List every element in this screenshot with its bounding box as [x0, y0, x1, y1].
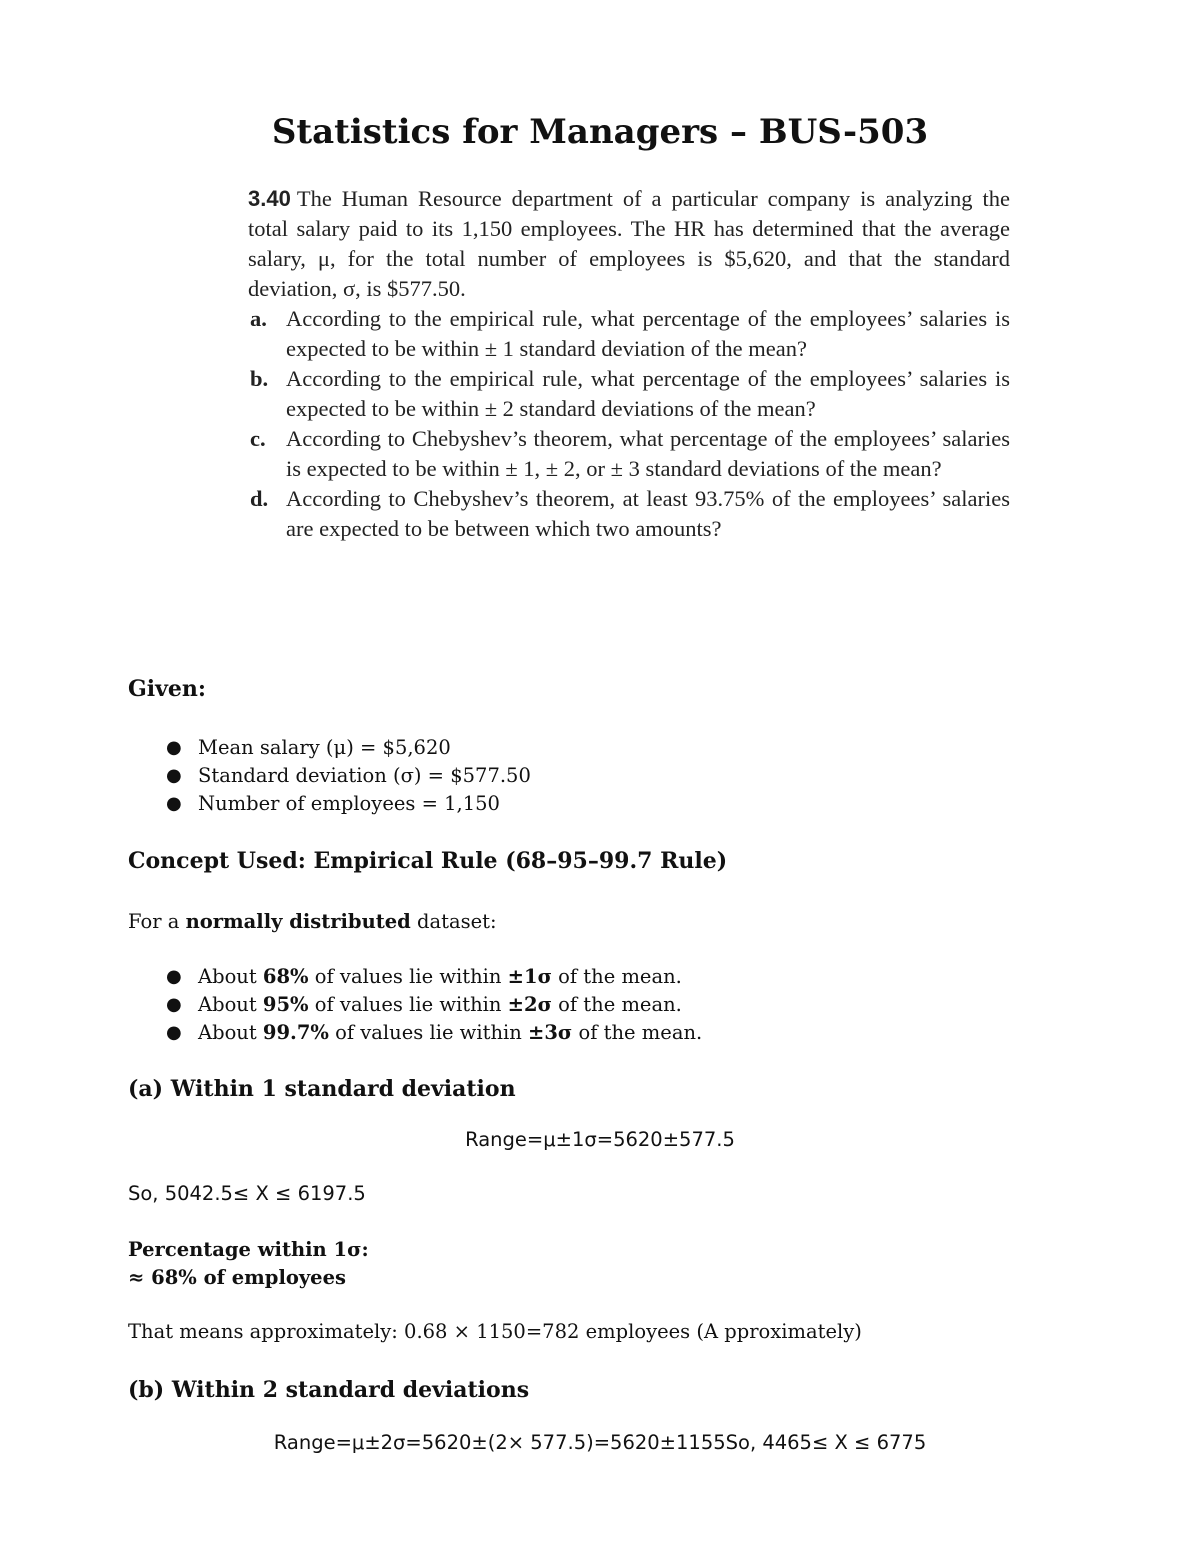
- part-text: According to Chebyshev’s theorem, at least 93.75% of the employees’ salaries are expected to be between which two amounts?: [286, 486, 1010, 541]
- list-item: ● About 99.7% of values lie within ±3σ of the mean.: [128, 1019, 702, 1047]
- part-b-heading: (b) Within 2 standard deviations: [128, 1377, 530, 1403]
- bullet-icon: ●: [166, 966, 182, 987]
- problem-part-c: [248, 424, 1010, 484]
- problem-part-d: [248, 484, 1010, 544]
- bullet-icon: ●: [166, 994, 182, 1015]
- bullet-icon: ●: [166, 793, 182, 814]
- concept-intro: For a normally distributed dataset:: [128, 910, 497, 933]
- part-label: c.: [250, 426, 266, 451]
- problem-scan: [248, 184, 1010, 544]
- bullet-icon: ●: [166, 1022, 182, 1043]
- problem-part-a: [248, 304, 1010, 364]
- bullet-icon: ●: [166, 737, 182, 758]
- list-item: ● Standard deviation (σ) = $577.50: [128, 762, 531, 790]
- part-label: a.: [250, 306, 267, 331]
- bullet-icon: ●: [166, 765, 182, 786]
- problem-part-b: [248, 364, 1010, 424]
- part-a-percentage-value: ≈ 68% of employees: [128, 1266, 346, 1289]
- concept-list: [128, 963, 702, 1047]
- list-item: ● Number of employees = 1,150: [128, 790, 531, 818]
- part-a-so-line: So, 5042.5≤ X ≤ 6197.5: [128, 1182, 366, 1205]
- page-title: Statistics for Managers – BUS-503: [271, 112, 929, 152]
- part-text: According to Chebyshev’s theorem, what percentage of the employees’ salaries is expected to be within ± 1, ± 2, or ± 3 standard deviations of the mean?: [286, 426, 1010, 481]
- list-item: ● About 95% of values lie within ±2σ of the mean.: [128, 991, 702, 1019]
- list-item: ● About 68% of values lie within ±1σ of the mean.: [128, 963, 702, 991]
- part-text: According to the empirical rule, what percentage of the employees’ salaries is expected to be within ± 2 standard deviations of the mean?: [286, 366, 1010, 421]
- list-item: ● Mean salary (μ) = $5,620: [128, 734, 531, 762]
- part-label: b.: [250, 366, 269, 391]
- given-list: [128, 734, 531, 818]
- part-b-range-equation: Range=μ±2σ=5620±(2× 577.5)=5620±1155So, 4465≤ X ≤ 6775: [273, 1431, 927, 1454]
- concept-heading: Concept Used: Empirical Rule (68–95–99.7 Rule): [128, 848, 728, 874]
- problem-number: 3.40: [248, 186, 291, 211]
- part-a-percentage-heading: Percentage within 1σ:: [128, 1238, 369, 1261]
- part-a-means-line: That means approximately: 0.68 × 1150=782 employees (A pproximately): [128, 1320, 862, 1343]
- given-heading: Given:: [128, 676, 207, 702]
- part-a-range-equation: Range=μ±1σ=5620±577.5: [465, 1128, 735, 1151]
- part-a-heading: (a) Within 1 standard deviation: [128, 1076, 516, 1102]
- part-label: d.: [250, 486, 269, 511]
- part-text: According to the empirical rule, what percentage of the employees’ salaries is expected to be within ± 1 standard deviation of the mean?: [286, 306, 1010, 361]
- problem-intro: [248, 184, 1010, 304]
- problem-intro-text: The Human Resource department of a particular company is analyzing the total salary paid to its 1,150 employees. The HR has determined that the average salary, μ, for the total number of employees is $5,620, and that the standard deviation, σ, is $577.50.: [248, 186, 1010, 301]
